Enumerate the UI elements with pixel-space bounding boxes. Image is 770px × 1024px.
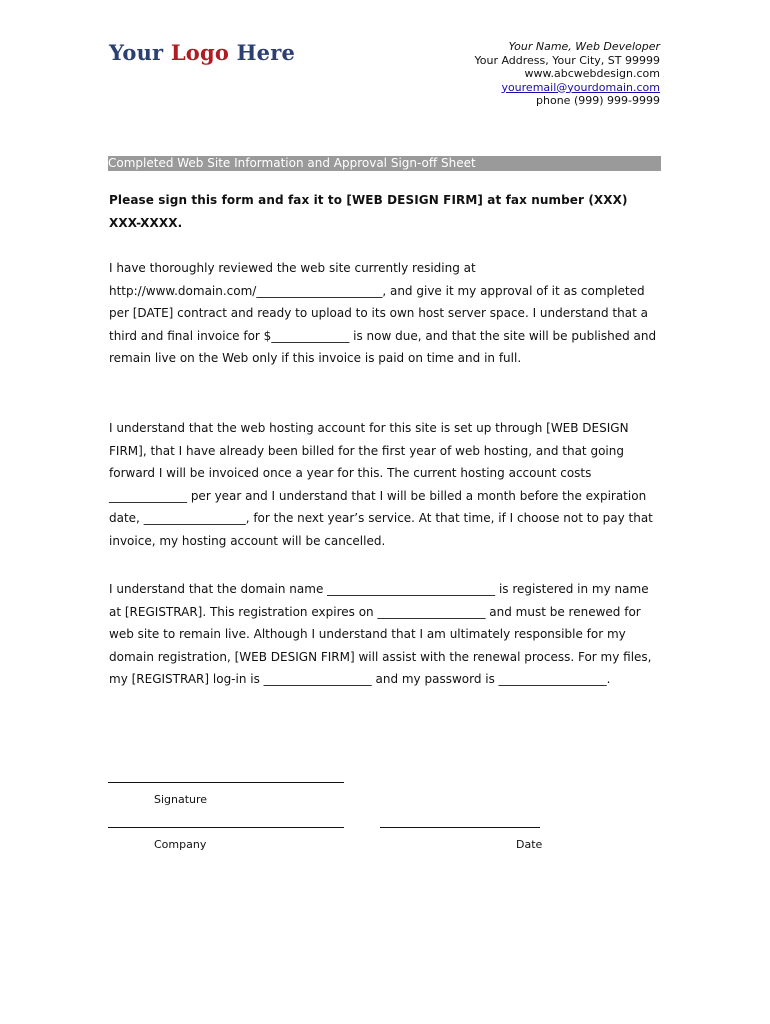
developer-website: www.abcwebdesign.com [524, 67, 660, 80]
company-logo [109, 40, 295, 65]
logo-word-here: Here [236, 40, 296, 65]
developer-email-link[interactable]: youremail@yourdomain.com [501, 80, 660, 94]
contact-block [474, 40, 660, 108]
logo-word-your: Your [109, 40, 164, 65]
developer-name: Your Name, Web Developer [508, 40, 660, 53]
logo-word-logo: Logo [170, 40, 230, 65]
company-line [108, 827, 344, 828]
approval-paragraph: I have thoroughly reviewed the web site currently residing at http://www.domain.com/_____________________, and give it my approval of it as completed per [DATE] contract and ready to upload to its own host server space. I understand that a third and final invoice for $_____________ is now due, and that the site will be published and remain live on the Web only if this invoice is paid on time and in full. [109, 261, 657, 365]
signature-label: Signature [154, 793, 208, 806]
developer-phone: phone (999) 999-9999 [536, 94, 660, 107]
fax-instruction: Please sign this form and fax it to [WEB DESIGN FIRM] at fax number (XXX) XXX-XXXX. [109, 193, 628, 230]
company-label: Company [154, 838, 207, 851]
domain-paragraph: I understand that the domain name ____________________________ is registered in my name at [REGISTRAR]. This registration expires on __________________ and must be renewed for web site to remain live. Although I understand that I am ultimately responsible for my domain registration, [WEB DESIGN FIRM] will assist with the renewal process. For my files, my [REGISTRAR] log-in is __________________ and my password is __________________. [109, 582, 652, 686]
developer-address: Your Address, Your City, ST 99999 [474, 53, 660, 67]
hosting-paragraph: I understand that the web hosting account for this site is set up through [WEB DESIGN FIRM], that I have already been billed for the first year of web hosting, and that going forward I will be invoiced once a year for this. The current hosting account costs _____________ per year and I understand that I will be billed a month before the expiration date, _________________, for the next year’s service. At that time, if I choose not to pay that invoice, my hosting account will be cancelled. [109, 421, 653, 548]
date-label: Date [516, 838, 543, 851]
document-title-banner: Completed Web Site Information and Approval Sign-off Sheet [108, 156, 661, 171]
date-line [380, 827, 540, 828]
signature-line [108, 782, 344, 783]
